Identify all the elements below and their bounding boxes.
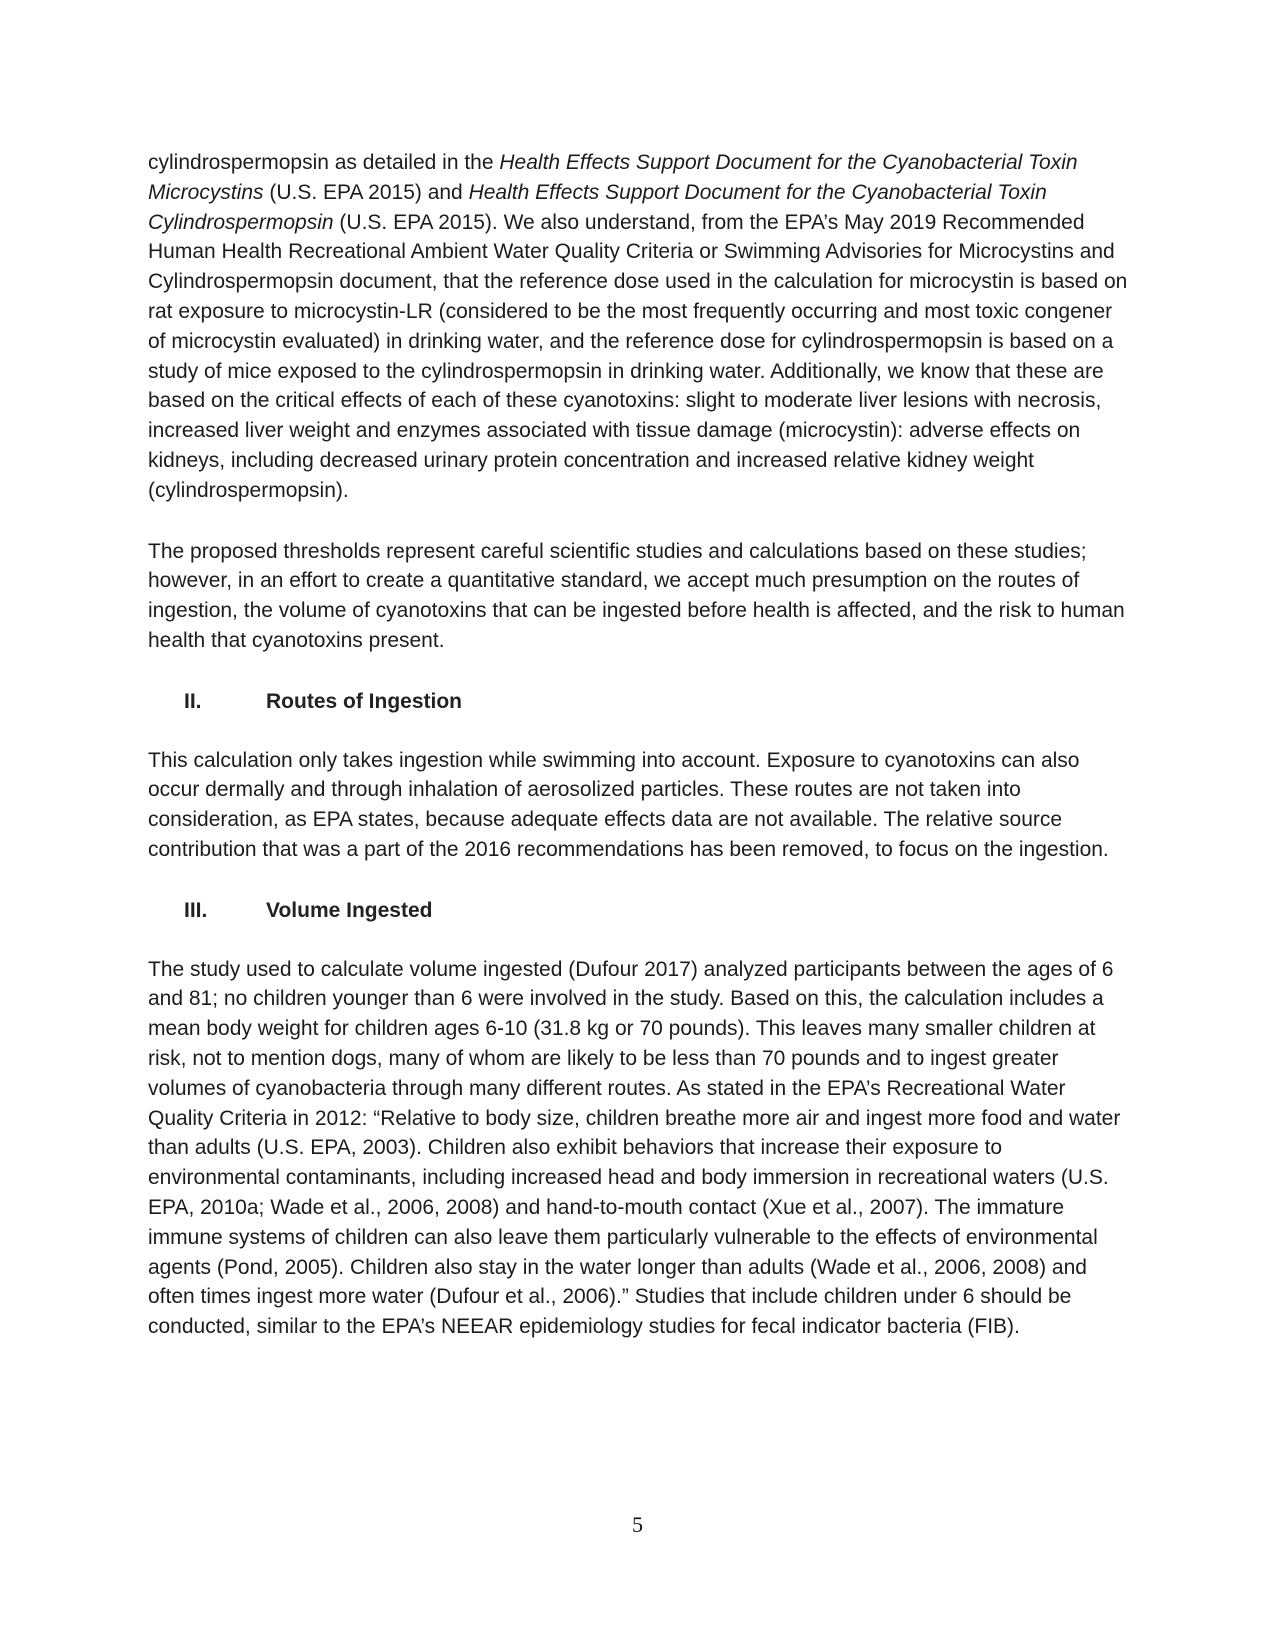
- paragraph-intro-text-2: (U.S. EPA 2015) and: [263, 180, 469, 204]
- paragraph-intro: [148, 148, 1128, 506]
- paragraph-intro-text-3: (U.S. EPA 2015). We also understand, from the EPA’s May 2019 Recommended Human Health Recreational Ambient Water Quality Criteria or Swimming Advisories for Microcystins and Cylindrospermopsin document, that the reference dose used in the calculation for microcystin is based on rat exposure to microcystin-LR (considered to be the most frequently occurring and most toxic congener of microcystin evaluated) in drinking water, and the reference dose for cylindrospermopsin is based on a study of mice exposed to the cylindrospermopsin in drinking water. Additionally, we know that these are based on the critical effects of each of these cyanotoxins: slight to moderate liver lesions with necrosis, increased liver weight and enzymes associated with tissue damage (microcystin): adverse effects on kidneys, including decreased urinary protein concentration and increased relative kidney weight (cylindrospermopsin).: [148, 210, 1128, 502]
- doc-title-cylindrospermopsin: Health Effects Support Document for the Cyanobacterial Toxin Cylindrospermopsin: [148, 180, 1047, 234]
- paragraph-volume: The study used to calculate volume ingested (Dufour 2017) analyzed participants between the ages of 6 and 81; no children younger than 6 were involved in the study. Based on this, the calculation includes a mean body weight for children ages 6-10 (31.8 kg or 70 pounds). This leaves many smaller children at risk, not to mention dogs, many of whom are likely to be less than 70 pounds and to ingest greater volumes of cyanobacteria through many different routes. As stated in the EPA’s Recreational Water Quality Criteria in 2012: “Relative to body size, children breathe more air and ingest more food and water than adults (U.S. EPA, 2003). Children also exhibit behaviors that increase their exposure to environmental contaminants, including increased head and body immersion in recreational waters (U.S. EPA, 2010a; Wade et al., 2006, 2008) and hand-to-mouth contact (Xue et al., 2007). The immature immune systems of children can also leave them particularly vulnerable to the effects of environmental agents (Pond, 2005). Children also stay in the water longer than adults (Wade et al., 2006, 2008) and often times ingest more water (Dufour et al., 2006).” Studies that include children under 6 should be conducted, similar to the EPA’s NEEAR epidemiology studies for fecal indicator bacteria (FIB).: [148, 957, 1121, 1339]
- paragraph-thresholds: The proposed thresholds represent careful scientific studies and calculations based on these studies; however, in an effort to create a quantitative standard, we accept much presumption on the routes of ingestion, the volume of cyanotoxins that can be ingested before health is affected, and the risk to human health that cyanotoxins present.: [148, 539, 1125, 652]
- section-title: Routes of Ingestion: [266, 689, 462, 713]
- paragraph-intro-text-1: cylindrospermopsin as detailed in the: [148, 151, 500, 174]
- page-number: 5: [632, 1512, 643, 1537]
- section-number: II.: [184, 689, 202, 713]
- section-title: Volume Ingested: [266, 898, 433, 922]
- section-heading-volume: [148, 896, 1128, 926]
- section-heading-routes: [148, 687, 1128, 717]
- document-body: [148, 148, 1128, 1373]
- doc-title-microcystins: Health Effects Support Document for the Cyanobacterial Toxin Microcystins: [148, 151, 1078, 204]
- section-number: III.: [184, 898, 208, 922]
- paragraph-routes: This calculation only takes ingestion while swimming into account. Exposure to cyanotoxins can also occur dermally and through inhalation of aerosolized particles. These routes are not taken into consideration, as EPA states, because adequate effects data are not available. The relative source contribution that was a part of the 2016 recommendations has been removed, to focus on the ingestion.: [148, 748, 1109, 861]
